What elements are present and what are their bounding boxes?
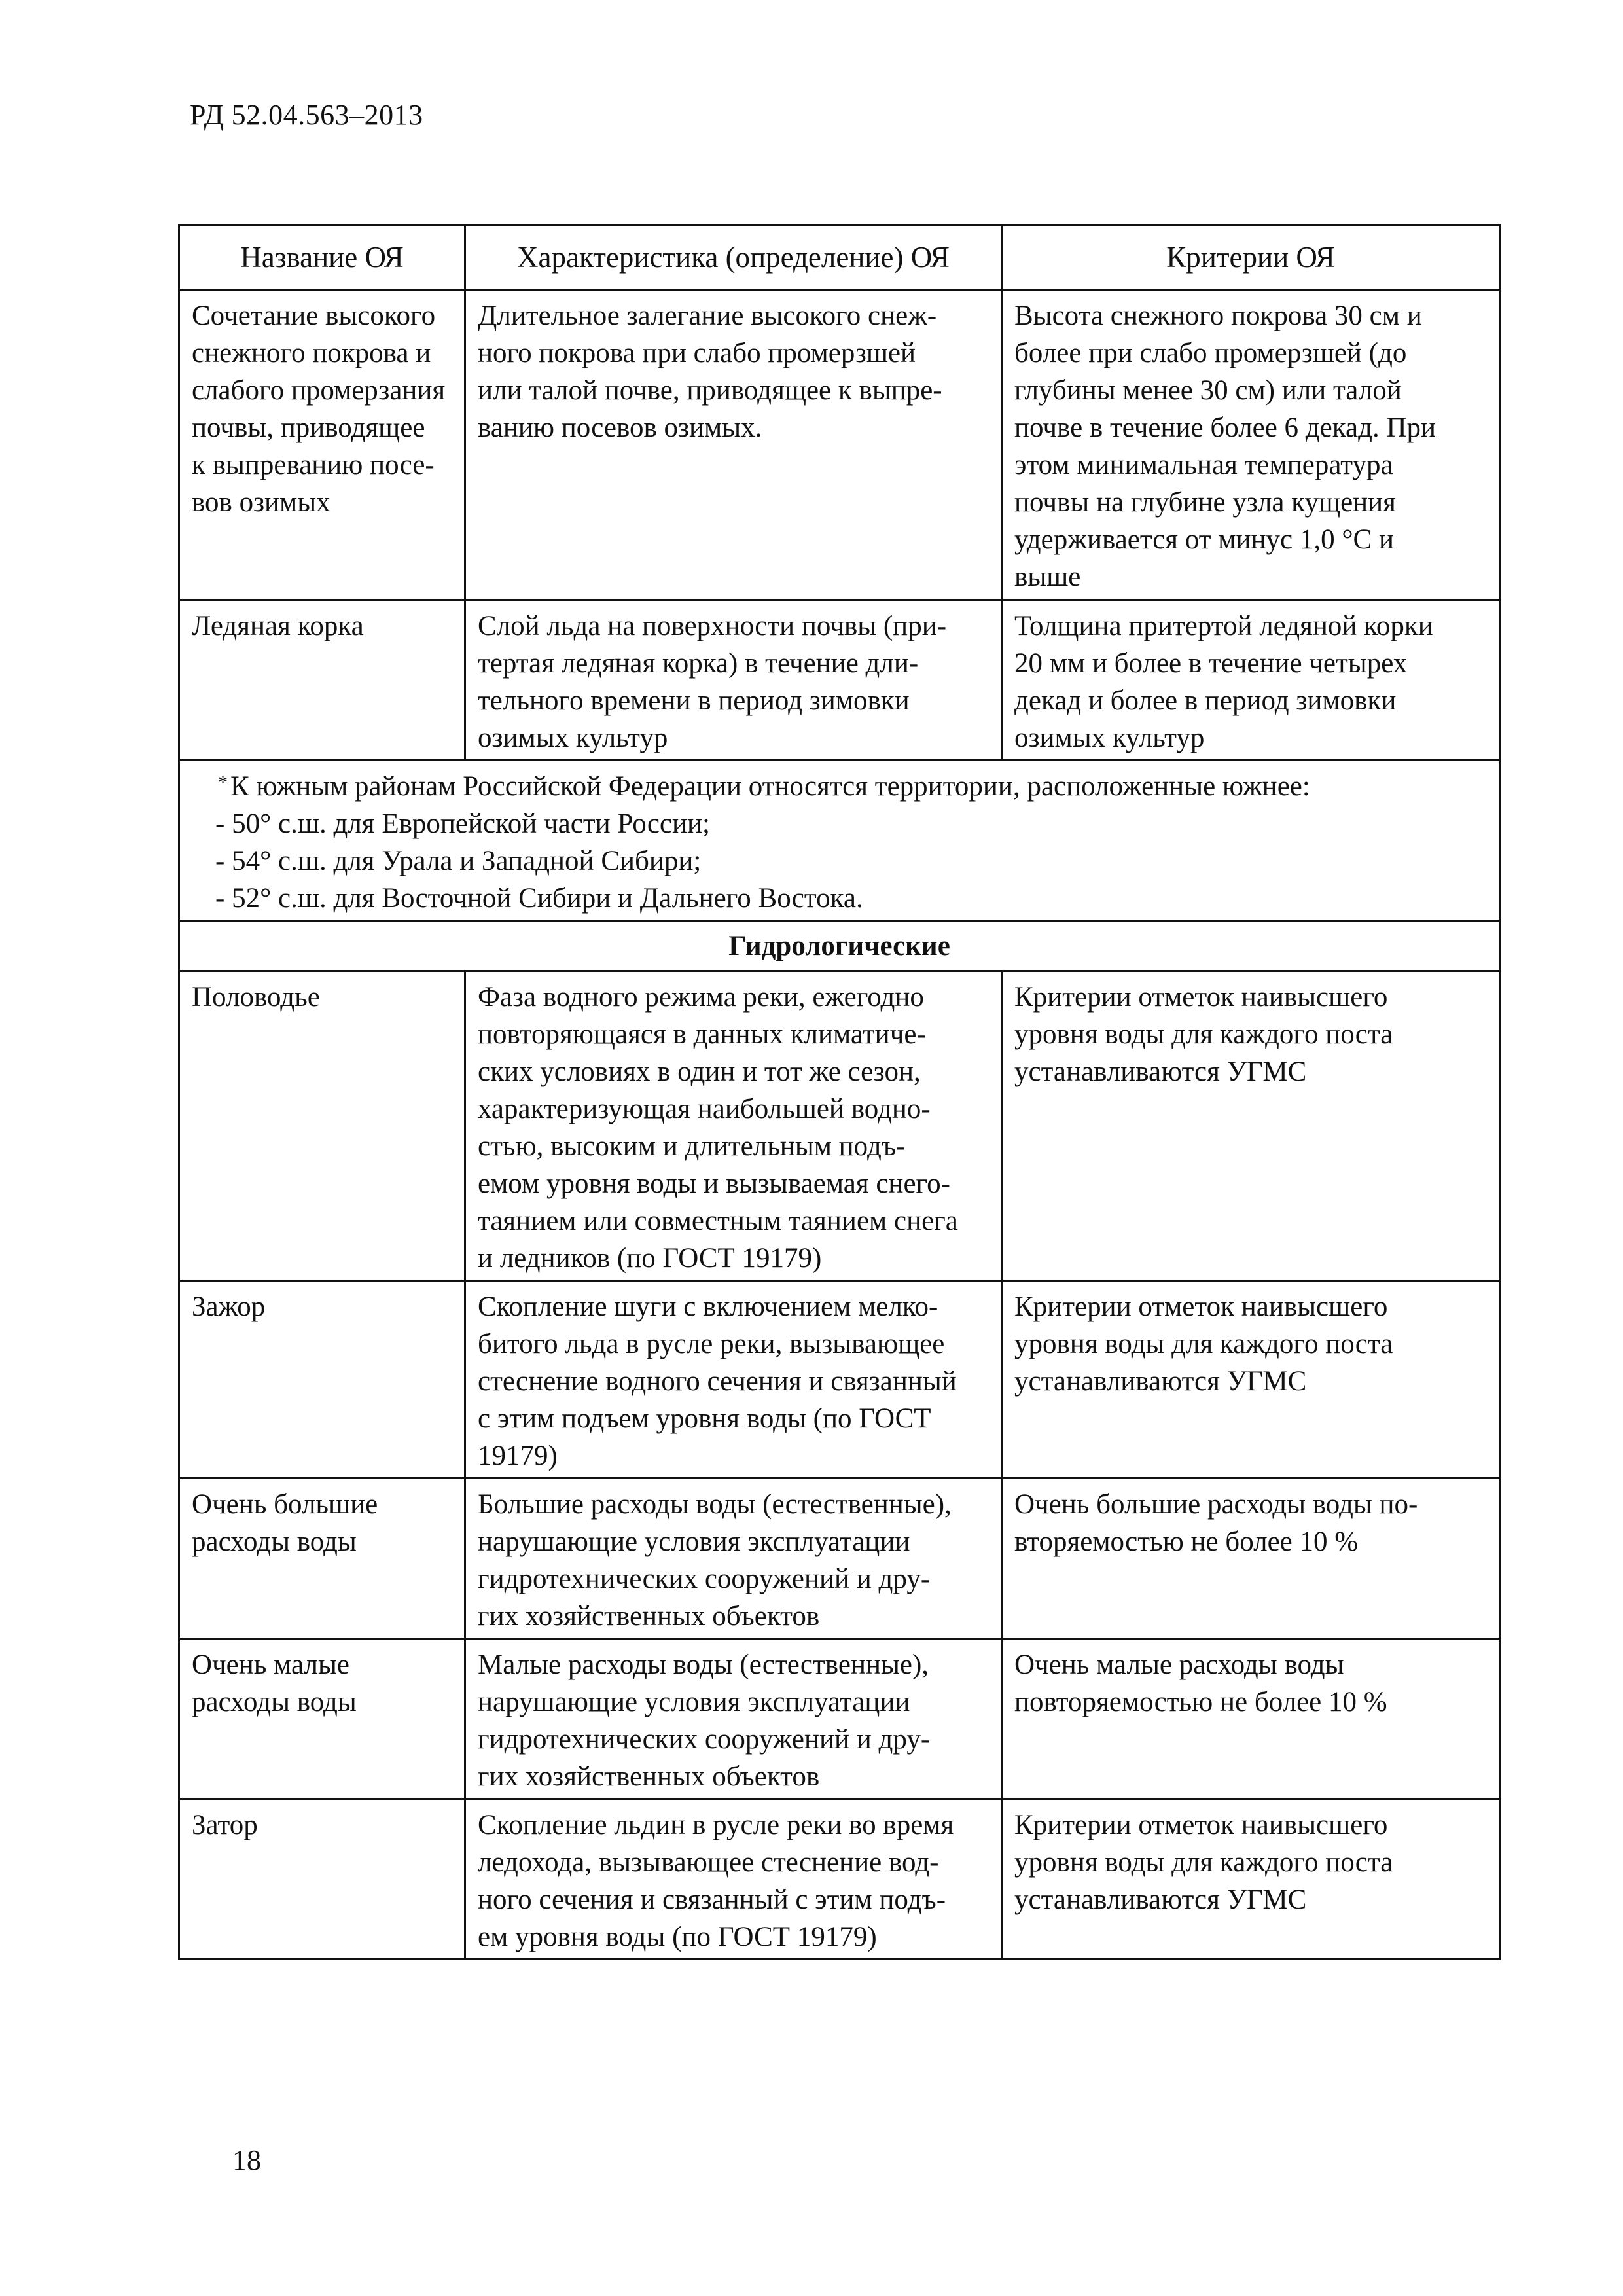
table-row [179,290,1500,600]
cell-text: Толщина притертой ледяной корки 20 мм и более в течение четырех декад и более в период зимовки озимых культур [1014,611,1433,753]
section-title: Гидрологические [179,921,1500,971]
cell-text: Критерии отметок наивысшего уровня воды для каждого поста устанавливаются УГМС [1014,1291,1393,1397]
document-code-header: РД 52.04.563–2013 [190,99,423,131]
cell-definition [465,1281,1002,1479]
cell-text: Очень малые расходы воды повторяемостью не более 10 % [1014,1649,1387,1717]
cell-definition [465,1479,1002,1639]
table-row [179,600,1500,761]
cell-criteria [1002,1799,1500,1960]
cell-criteria [1002,1281,1500,1479]
cell-text: Длительное залегание высокого снеж- ного покрова при слабо промерзшей или талой почве, приводящее к выпре- ванию посевов озимых. [478,300,942,443]
table-row [179,971,1500,1281]
column-header-name: Название ОЯ [179,225,465,290]
cell-text: Скопление шуги с включением мелко- битого льда в русле реки, вызывающее стеснение водного сечения и связанный с этим подъем уровня воды (по ГОСТ 19179) [478,1291,957,1471]
footnote-row [179,761,1500,921]
cell-text: Скопление льдин в русле реки во время ледохода, вызывающее стеснение вод- ного сечения и связанный с этим подъ- ем уровня воды (по ГОСТ 19179) [478,1810,954,1952]
footnote-item: - 54° с.ш. для Урала и Западной Сибири; [215,846,702,876]
table-row [179,1639,1500,1799]
cell-text: Критерии отметок наивысшего уровня воды для каждого поста устанавливаются УГМС [1014,982,1393,1087]
cell-text: Ледяная корка [192,611,364,641]
table-row [179,1281,1500,1479]
cell-definition [465,1639,1002,1799]
cell-text: Зажор [192,1291,266,1322]
table-row [179,1479,1500,1639]
cell-name [179,600,465,761]
cell-definition [465,600,1002,761]
cell-text: Слой льда на поверхности почвы (при- тертая ледяная корка) в течение дли- тельного времени в период зимовки озимых культур [478,611,947,753]
section-row [179,921,1500,971]
cell-definition [465,971,1002,1281]
cell-name [179,290,465,600]
cell-name [179,1799,465,1960]
cell-text: Очень малые расходы воды [192,1649,357,1717]
footnote-cell [179,761,1500,921]
cell-criteria [1002,1639,1500,1799]
cell-text: Малые расходы воды (естественные), нарушающие условия эксплуатации гидротехнических сооружений и дру- гих хозяйственных объектов [478,1649,931,1792]
cell-name [179,1639,465,1799]
cell-name [179,1281,465,1479]
footnote-mark: * [218,772,228,793]
footnote-item: - 52° с.ш. для Восточной Сибири и Дальнего Востока. [215,883,863,914]
footnote-item: - 50° с.ш. для Европейской части России; [215,808,710,839]
cell-text: Высота снежного покрова 30 см и более при слабо промерзшей (до глубины менее 30 см) или талой почве в течение более 6 декад. При этом минимальная температура почвы на глубине узла кущения удерживается от минус 1,0 °С и выше [1014,300,1436,592]
cell-criteria [1002,600,1500,761]
page-number: 18 [232,2144,261,2176]
cell-name [179,1479,465,1639]
cell-text: Очень большие расходы воды по- вторяемостью не более 10 % [1014,1489,1418,1557]
footnote-intro-line [192,768,1487,805]
cell-text: Фаза водного режима реки, ежегодно повторяющаяся в данных климатиче- ских условиях в один и тот же сезон, характеризующая наибольшей водно- стью, высоким и длительным подъ- емом уровня воды и вызываемая снего- таянием или совместным таянием снега и ледников (по ГОСТ 19179) [478,982,958,1274]
cell-text: Очень большие расходы воды [192,1489,378,1557]
cell-definition [465,290,1002,600]
cell-criteria [1002,971,1500,1281]
cell-name [179,971,465,1281]
column-header-criteria: Критерии ОЯ [1002,225,1500,290]
table-row [179,1799,1500,1960]
cell-text: Критерии отметок наивысшего уровня воды для каждого поста устанавливаются УГМС [1014,1810,1393,1915]
cell-criteria [1002,1479,1500,1639]
cell-text: Половодье [192,982,320,1013]
column-header-definition: Характеристика (определение) ОЯ [465,225,1002,290]
cell-definition [465,1799,1002,1960]
cell-text: Сочетание высокого снежного покрова и слабого промерзания почвы, приводящее к выпреванию посе- вов озимых [192,300,446,518]
cell-text: Большие расходы воды (естественные), нарушающие условия эксплуатации гидротехнических сооружений и дру- гих хозяйственных объектов [478,1489,952,1632]
cell-text: Затор [192,1810,258,1840]
footnote-intro: К южным районам Российской Федерации относятся территории, расположенные южнее: [230,771,1310,802]
cell-criteria [1002,290,1500,600]
hazard-table [178,224,1501,1960]
table-header-row [179,225,1500,290]
